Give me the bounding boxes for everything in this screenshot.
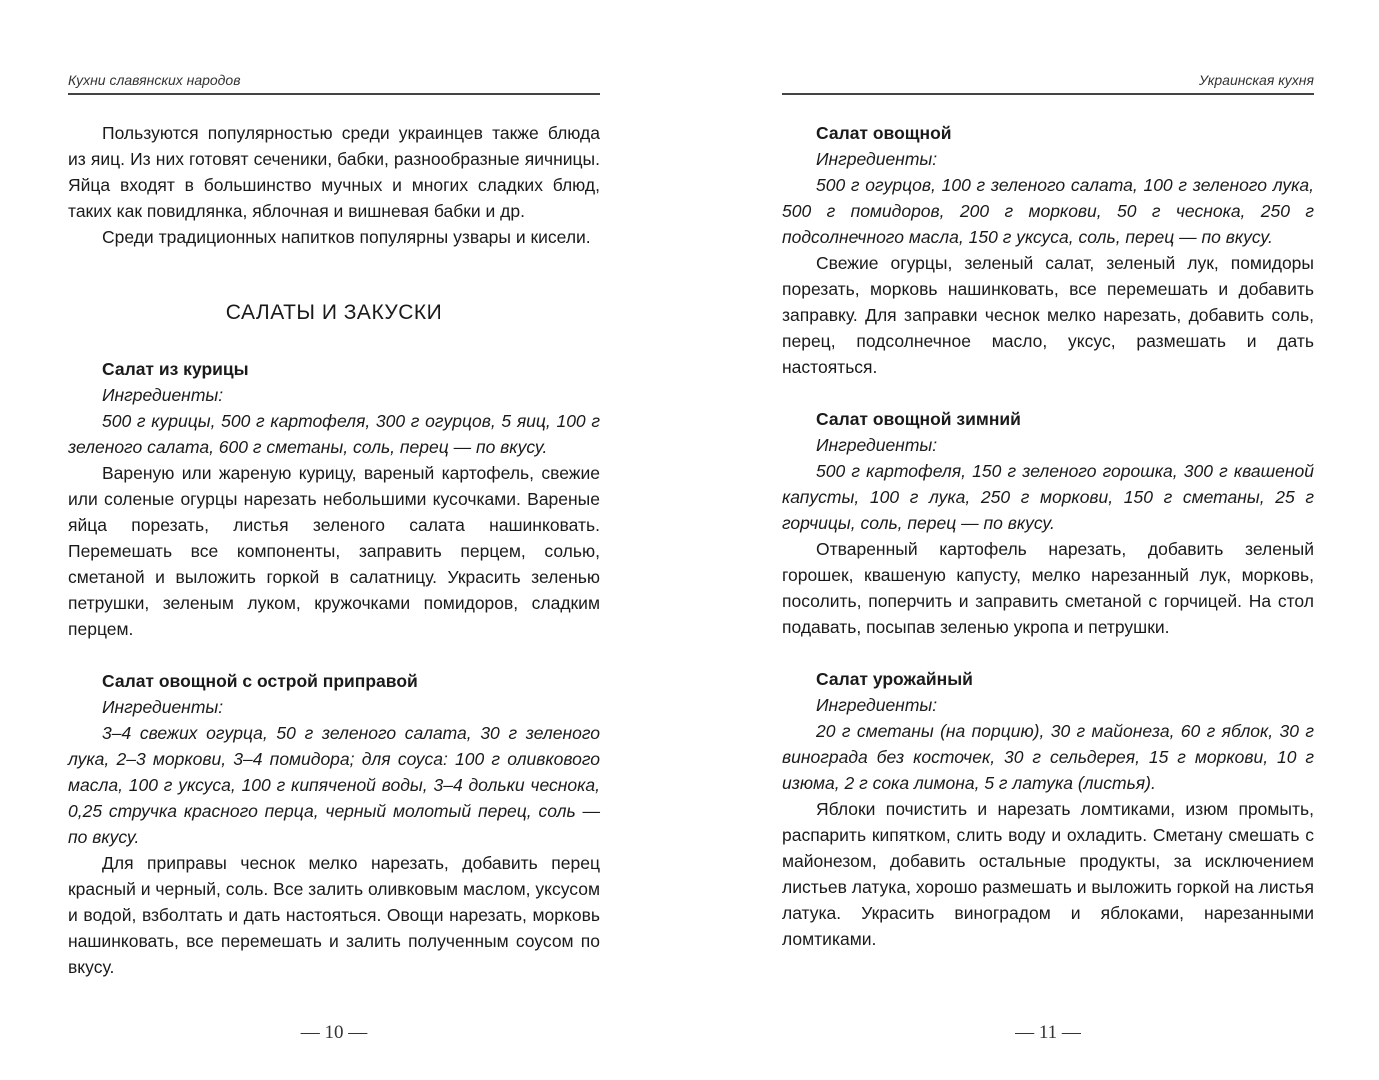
ingredients-label: Ингредиенты: [102, 385, 224, 405]
ingredients-label: Ингредиенты: [816, 695, 938, 715]
intro-paragraph: Среди традиционных напитков популярны узвары и кисели. [102, 227, 591, 247]
header-rule [68, 93, 600, 95]
ingredients-list: 500 г курицы, 500 г картофеля, 300 г огурцов, 5 яиц, 100 г зеленого салата, 600 г сметаны, соль, перец — по вкусу. [68, 411, 600, 457]
page-number: — 11 — [1015, 1022, 1081, 1043]
recipe-instructions: Свежие огурцы, зеленый салат, зеленый лук, помидоры порезать, морковь нашинковать, все перемешать и добавить заправку. Для заправки чеснок мелко нарезать, добавить соль, перец, подсолнечное масло, уксус, размешать и дать настояться. [782, 253, 1314, 377]
ingredients-list: 20 г сметаны (на порцию), 30 г майонеза, 60 г яблок, 30 г винограда без косточек, 30 г сельдерея, 15 г моркови, 10 г изюма, 2 г сока лимона, 5 г латука (листья). [782, 721, 1314, 793]
recipe [68, 356, 600, 642]
running-head: Кухни славянских народов [68, 72, 241, 88]
ingredients-label: Ингредиенты: [816, 435, 938, 455]
recipe [782, 406, 1314, 640]
recipe [68, 668, 600, 980]
recipe [782, 120, 1314, 380]
recipe-instructions: Для приправы чеснок мелко нарезать, добавить перец красный и черный, соль. Все залить оливковым маслом, уксусом и водой, взболтать и дать настояться. Овощи нарезать, морковь нашинковать, все перемешать и залить полученным соусом по вкусу. [68, 853, 600, 977]
ingredients-label: Ингредиенты: [102, 697, 224, 717]
ingredients-list: 3–4 свежих огурца, 50 г зеленого салата, 30 г зеленого лука, 2–3 моркови, 3–4 помидора; для соуса: 100 г оливкового масла, 100 г уксуса, 100 г кипяченой воды, 3–4 дольки чеснока, 0,25 стручка красного перца, черный молотый перец, соль — по вкусу. [68, 723, 600, 847]
recipe-instructions: Вареную или жареную курицу, вареный картофель, свежие или соленые огурцы нарезать небольшими кусочками. Вареные яйца порезать, листья зеленого салата нашинковать. Перемешать все компоненты, заправить перцем, солью, сметаной и выложить горкой в салатницу. Украсить зеленью петрушки, зеленым луком, кружочками помидоров, сладким перцем. [68, 463, 600, 639]
recipe [782, 666, 1314, 952]
recipe-title: Салат овощной зимний [816, 409, 1021, 429]
intro-paragraph: Пользуются популярностью среди украинцев также блюда из яиц. Из них готовят сеченики, бабки, разнообразные яичницы. Яйца входят в большинство мучных и многих сладких блюд, таких как повидлянка, яблочная и вишневая бабки и др. [68, 123, 600, 221]
page-body [782, 120, 1314, 952]
page-body [68, 120, 600, 980]
recipe-title: Салат из курицы [102, 359, 249, 379]
ingredients-list: 500 г картофеля, 150 г зеленого горошка, 300 г квашеной капусты, 100 г лука, 250 г моркови, 150 г сметаны, 25 г горчицы, соль, перец — по вкусу. [782, 461, 1314, 533]
left-page [68, 0, 600, 1080]
recipe-title: Салат урожайный [816, 669, 973, 689]
right-page [782, 0, 1314, 1080]
ingredients-list: 500 г огурцов, 100 г зеленого салата, 100 г зеленого лука, 500 г помидоров, 200 г моркови, 50 г чеснока, 250 г подсолнечного масла, 150 г уксуса, соль, перец — по вкусу. [782, 175, 1314, 247]
page-number: — 10 — [300, 1022, 368, 1043]
header-rule [782, 93, 1314, 95]
running-head: Украинская кухня [1198, 72, 1314, 88]
recipe-title: Салат овощной с острой приправой [102, 671, 418, 691]
recipe-title: Салат овощной [816, 123, 952, 143]
ingredients-label: Ингредиенты: [816, 149, 938, 169]
section-heading: САЛАТЫ И ЗАКУСКИ [225, 301, 443, 324]
recipe-instructions: Яблоки почистить и нарезать ломтиками, изюм промыть, распарить кипятком, слить воду и охладить. Сметану смешать с майонезом, добавить остальные продукты, за исключением листьев латука, хорошо размешать и выложить горкой на листья латука. Украсить виноградом и яблоками, нарезанными ломтиками. [782, 799, 1314, 949]
recipe-instructions: Отваренный картофель нарезать, добавить зеленый горошек, квашеную капусту, мелко нарезанный лук, морковь, посолить, поперчить и заправить сметаной с горчицей. На стол подавать, посыпав зеленью укропа и петрушки. [782, 539, 1314, 637]
